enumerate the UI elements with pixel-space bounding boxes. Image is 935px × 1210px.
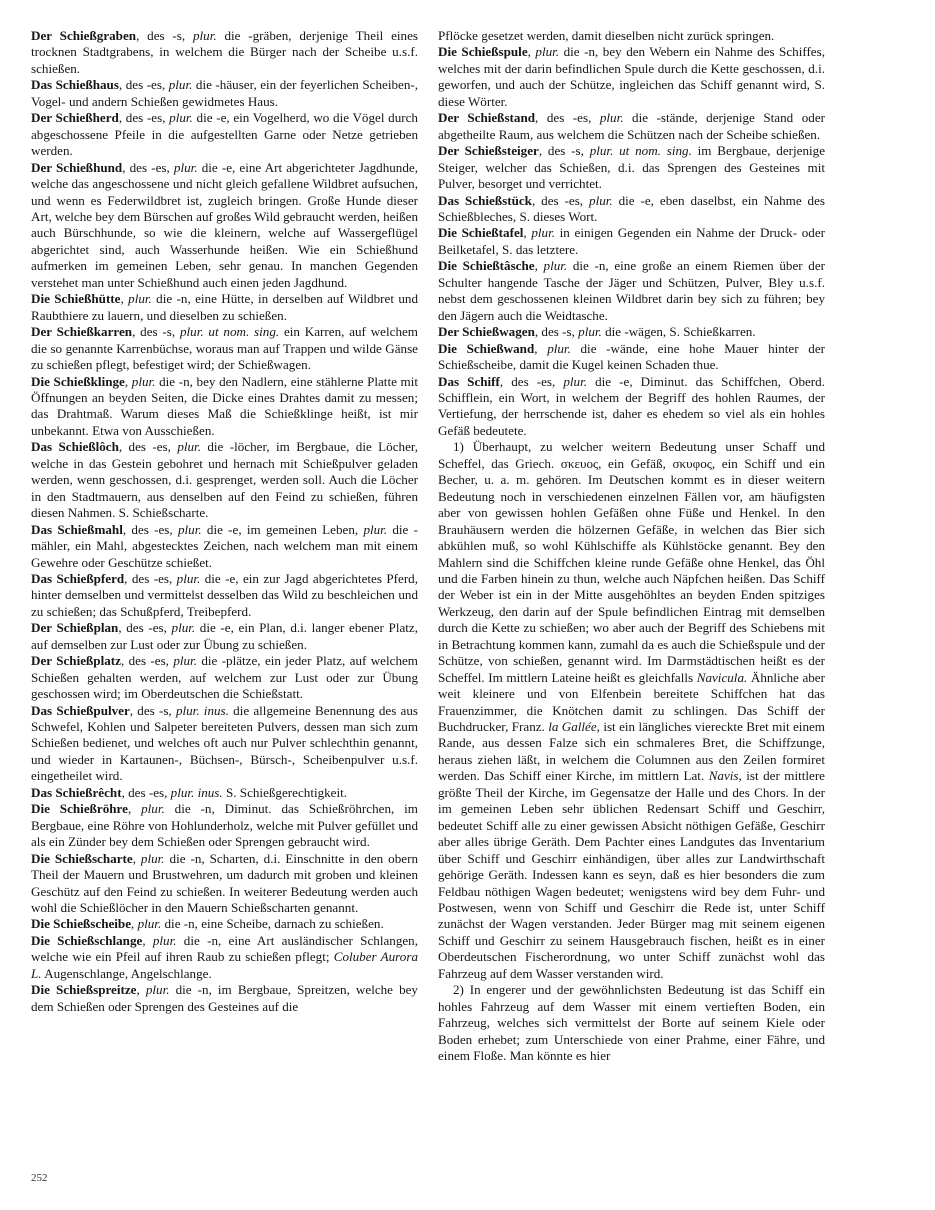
dictionary-entry	[31, 801, 418, 850]
entry-text: 1) Überhaupt, zu welcher weitern Bedeutung unser Schaff und Scheffel, das Griech. σκευος, ein Gefäß, σκυφος, ein Schiff und ein Becher, u. a. m. gehören. Im Deutschen kommt es in dieser weitern Bedeutung noch in verschiedenen einzelnen Fällen vor, am häufigsten aber von gewissen hohlen Gefäßen ohne Füße und Henkel. In den Brauhäusern werden die hölzernen Gefäße, in welchen das Bier sich abkühlen muß, so wohl Kühlschiffe als Kühlstöcke genannt. Bey den Mahlern sind die Schiffchen kleine runde Gefäße ohne Henkel, das Öhl und die Farben hinein zu thun, welche auch Näpfchen heißen. Das Schiff der Weber ist ein in der Mitte ausgehöhltes an beyden Enden spitziges Werkzeug, den darin auf der Spule befindlichen Eintrag mit demselben durch die Kette zu schießen; wo aber auch der Begriff des Schiebens mit in Betrachtung kommen kann, zumahl da es auch die Schießspule und der Schütze, von schießen, genannt wird. Im Darmstädtischen heißt es der Scheffel. Im mittlern Lateine heißt es gleichfalls	[438, 439, 825, 685]
italic-text: plur.	[169, 110, 193, 126]
entry-headword: Das Schießpulver	[31, 702, 130, 718]
entry-headword: Das Schiff	[438, 373, 500, 389]
entry-headword: Der Schießstand	[438, 110, 536, 126]
italic-text: plur.	[140, 850, 165, 866]
entry-headword: Der Schießplan	[31, 620, 119, 636]
italic-text: plur.	[176, 570, 201, 586]
italic-text: plur.	[137, 916, 162, 932]
italic-text: plur.	[531, 225, 555, 241]
dictionary-entry	[31, 653, 418, 702]
italic-text: plur.	[563, 373, 588, 389]
entry-text: ,	[124, 373, 132, 389]
entry-text: die -plätze, ein jeder Platz, auf welchem Schießen gehalten werden, auf welchem zur Lust oder zur Übung geschossen wird; im Oberdeutschen die Schießstatt.	[31, 653, 418, 702]
entry-headword: Der Schießwagen	[438, 324, 535, 340]
dictionary-entry	[31, 374, 418, 440]
dictionary-entry	[438, 324, 825, 340]
entry-text: ,	[120, 291, 129, 307]
dictionary-entry	[438, 44, 825, 110]
italic-text: plur.	[145, 982, 170, 998]
right-column	[438, 28, 825, 1065]
entry-text: , des -s,	[534, 324, 579, 340]
entry-text: die -löcher, im Bergbaue, die Löcher, welche in das Gestein gebohret und hernach mit Schießpulver geladen werden, wenn geschossen, d.i. gesprenget, werden soll. Auch die Löcher in den Stadtmauern, aus denselben auf den Feind zu schießen, führen diesen Nahmen. S. Schießscharte.	[31, 439, 418, 521]
entry-text: Ähnliche aber weit kleinere und von Elfenbein bereitete Schiffchen hat das Frauenzimmer, die Knötchen damit zu schlingen. Das Schiff der Buchdrucker, Franz.	[438, 669, 825, 735]
entry-text: die -wände, eine hohe Mauer hinter der Schießscheibe, damit die Kugel keinen Schaden thue.	[438, 340, 825, 373]
italic-text: plur. inus.	[175, 702, 229, 718]
entry-text: S. Schießgerechtigkeit.	[222, 784, 348, 800]
entry-text: , des -es,	[535, 110, 600, 126]
italic-text: plur.	[152, 932, 177, 948]
entry-text: ,	[523, 225, 532, 241]
italic-text: plur.	[173, 159, 198, 175]
entry-text: , des -es,	[120, 653, 174, 669]
entry-paragraph	[438, 439, 825, 982]
entry-text: ,	[142, 932, 153, 948]
dictionary-entry	[31, 439, 418, 521]
dictionary-entry	[438, 374, 825, 440]
entry-text: , des -es,	[499, 373, 564, 389]
italic-text: la Gallée,	[548, 719, 600, 735]
dictionary-entry	[31, 571, 418, 620]
italic-text: plur.	[173, 653, 197, 669]
entry-text: , des -es,	[531, 192, 590, 208]
entry-headword: Die Schießröhre	[31, 801, 128, 817]
entry-headword: Die Schießtâsche	[438, 258, 535, 274]
entry-headword: Die Schießscharte	[31, 850, 133, 866]
entry-text: , des -es,	[121, 784, 171, 800]
entry-headword: Das Schießstück	[438, 192, 532, 208]
italic-text: plur. inus.	[170, 784, 223, 800]
italic-text: plur.	[131, 373, 156, 389]
entry-text: die -n, eine Hütte, in derselben auf Wildbret und Raubthiere zu lauern, und dieselben zu schießen.	[31, 291, 418, 323]
dictionary-entry	[31, 620, 418, 653]
entry-headword: Die Schießschlange	[31, 932, 143, 948]
italic-text: plur.	[363, 521, 388, 537]
entry-headword: Das Schießrêcht	[31, 784, 122, 800]
italic-text: plur.	[141, 801, 165, 817]
entry-text: , des -es,	[118, 110, 170, 126]
entry-headword: Das Schießpferd	[31, 570, 125, 586]
entry-headword: Die Schießhütte	[31, 291, 121, 307]
entry-text: die -n, eine Scheibe, darnach zu schießen.	[161, 916, 384, 932]
entry-headword: Der Schießsteiger	[438, 143, 539, 159]
entry-text: , des -s,	[132, 324, 180, 340]
entry-text: die -n, Diminut. das Schießröhrchen, im Bergbaue, eine Röhre von Hohlunderholz, welche mit Pulver gefüllet und als ein Zünder bey dem Schießen oder Sprengen gebraucht wird.	[31, 801, 418, 850]
entry-text: ist der mittlere größte Theil der Kirche, im Gegensatze der Halle und des Chors. In der im gemeinen Leben sehr üblichen Redensart Schiff und Geschirr, bedeutet Schiff alle zu einer gewissen Absicht nöthigen Gefäße, Geschirr aber alles übrige Geräth. Dem Pachter eines Landgutes das Inventarium über Schiff und Geschirr einhändigen, über alles zur Landwirthschaft gehörige Geräth. Indessen kann es seyn, daß es hier besonders die zum Feldbau nöthigen Wagen bedeutet; wenigstens wird bey dem Fuhr- und Postwesen, wenn von Schiff und Geschirr die Rede ist, unter Schiff zunächst der Wagen verstanden. Jeder Bürger mag mit seinem eigenen Schiff und Geschirr zu seinem Hausgebrauch fischen, heißt es in einer Oberdeutschen Fischerordnung, wo unter Schiff zunächst wohl das Fahrzeug auf dem Wasser verstanden wird.	[438, 768, 825, 981]
italic-text: plur. ut nom. sing.	[589, 143, 692, 159]
italic-text: plur.	[171, 620, 196, 636]
entry-text: die -e, ein Plan, d.i. langer ebener Platz, auf demselben zur Lust oder zur Übung zu schießen.	[31, 620, 419, 652]
entry-text: Augenschlange, Angelschlange.	[41, 965, 212, 981]
entry-headword: Das Schießmahl	[31, 521, 123, 537]
dictionary-entry	[31, 28, 418, 77]
dictionary-entry	[31, 785, 418, 801]
italic-text: Coluber Aurora L.	[31, 949, 418, 981]
entry-text: , des -s,	[538, 143, 590, 159]
entry-headword: Das Schießlôch	[31, 439, 119, 455]
dictionary-entry	[31, 160, 418, 292]
dictionary-entry	[31, 703, 418, 785]
entry-text: ein Karren, auf welchem die so genannte Karrenbüchse, woraus man auf Trappen und wilde Gänse zu schießen pflegt, befestiget wird; der Schießwagen.	[31, 324, 418, 373]
dictionary-entry	[438, 110, 825, 143]
dictionary-entry	[438, 143, 825, 192]
entry-headword: Der Schießherd	[31, 110, 119, 126]
entry-headword: Die Schießwand	[438, 340, 535, 356]
entry-text: , des -s,	[136, 28, 193, 43]
dictionary-entry	[31, 324, 418, 373]
dictionary-entry	[31, 982, 418, 1015]
entry-paragraph	[438, 982, 825, 1064]
entry-text: ,	[132, 850, 141, 866]
dictionary-entry	[438, 193, 825, 226]
italic-text: Navicula.	[696, 669, 748, 685]
entry-text: ,	[131, 916, 138, 932]
dictionary-entry	[31, 110, 418, 159]
entry-text: ,	[534, 340, 548, 356]
entry-text: ,	[534, 258, 544, 274]
italic-text: plur.	[543, 258, 568, 274]
dictionary-entry	[31, 933, 418, 982]
entry-headword: Die Schießklinge	[31, 373, 125, 389]
entry-headword: Der Schießgraben	[31, 28, 137, 43]
entry-headword: Der Schießkarren	[31, 324, 133, 340]
entry-text: die -e, Diminut. das Schiffchen, Oberd. Schifflein, ein Wort, in welchem der Begriff des hohlen Raumes, der Vertiefung, der herrschende ist, daher es ehedem so viel als ein hohles Gefäß bedeutete.	[438, 373, 825, 438]
entry-headword: Der Schießplatz	[31, 653, 121, 669]
entry-text: die -e, im gemeinen Leben,	[201, 521, 364, 537]
italic-text: plur.	[128, 291, 152, 307]
entry-text: ,	[527, 44, 536, 60]
entry-text: die -e, eine Art abgerichteter Jagdhunde, welche das angeschossene und nicht gleich gefallene Wildbret aufsuchen, und wenn es Federwildbret ist, zugleich bringen. Große Hunde dieser Art, welche bey dem Bürschen auf großes Wild gebraucht werden, heißen auch Bürschhunde, so wie die kleinern, welche auf Wassergeflügel abgerichtet sind, auch Wasserhunde heißen. Wie ein Schießhund aufmerken im gemeinen Leben, sehr genau. In manchen Gegenden verstehet man unter Schießhund auch einen jeden Jagdhund.	[31, 159, 418, 290]
dictionary-entry	[438, 341, 825, 374]
entry-text: die -e, ein zur Jagd abgerichtetes Pferd, hinter demselben und vermittelst desselben das Wild zu beschleichen und zu schießen; das Schußpferd, Treibepferd.	[31, 570, 419, 619]
entry-text: , des -es,	[122, 521, 178, 537]
entry-text: die -n, im Bergbaue, Spreitzen, welche bey dem Schießen oder Sprengen des Gesteines auf die	[31, 982, 418, 1014]
italic-text: plur.	[535, 44, 560, 60]
entry-text: die -n, bey den Nadlern, eine stählerne Platte mit Öffnungen an beyden Seiten, die Dicke eines Drahtes damit zu messen; das Drahtmaß. Warum dieses Maß die Schießklinge heißt, ist mir unbekannt. Etwa von Ausschießen.	[31, 373, 418, 438]
entry-text: die -n, eine Art ausländischer Schlangen, welche wie ein Pfeil auf ihren Raub zu schießen pflegt;	[31, 932, 419, 965]
entry-text: , des -s,	[129, 702, 176, 718]
entry-text: im Bergbaue, derjenige Steiger, welcher das Schießen, d.i. das Sprengen des Gesteines mit Pulver, besorget und verrichtet.	[438, 143, 825, 192]
entry-headword: Die Schießspreitze	[31, 982, 137, 998]
entry-text: , des -es,	[118, 439, 178, 455]
entry-paragraph	[438, 28, 825, 44]
italic-text: plur.	[578, 324, 602, 340]
entry-headword: Die Schießscheibe	[31, 916, 132, 932]
entry-text: die -gräben, derjenige Theil eines trocknen Stadtgrabens, in welchem die Bürger nach der Scheibe u.s.f. schießen.	[31, 28, 418, 76]
italic-text: plur.	[192, 28, 217, 43]
entry-text: die -häuser, ein der feyerlichen Scheiben-, Vogel- und andern Schießen gewidmetes Haus.	[31, 77, 418, 109]
italic-text: plur. ut nom. sing.	[179, 324, 280, 340]
entry-text: Pflöcke gesetzet werden, damit dieselben nicht zurück springen.	[438, 28, 775, 43]
dictionary-entry	[438, 258, 825, 324]
left-column	[31, 28, 418, 1015]
entry-headword: Das Schießhaus	[31, 77, 119, 93]
italic-text: Navis,	[708, 768, 742, 784]
dictionary-entry	[438, 225, 825, 258]
italic-text: plur.	[168, 77, 193, 93]
entry-text: ist ein längliches viereckte Bret mit einem Rande, aus dessen Falze sich ein schmaleres Bret, die Schiffzunge, heraus ziehen läßt, in welchem die Columnen aus den Zeilen formiret werden. Das Schiff einer Kirche, im mittlern Lat.	[438, 719, 825, 784]
entry-text: ,	[136, 982, 146, 998]
entry-text: die -wägen, S. Schießkarren.	[601, 324, 756, 340]
italic-text: plur.	[547, 340, 571, 356]
dictionary-entry	[31, 77, 418, 110]
entry-text: ,	[127, 801, 142, 817]
dictionary-entry	[31, 851, 418, 917]
entry-text: die -n, eine große an einem Riemen über der Schulter hangende Tasche der Jäger und Schützen, Pulver, Bley u.s.f. nebst dem geschossenen kleinen Wildbret darin bey sich zu führen; bey den Jägern auch die Weidtasche.	[438, 258, 825, 323]
italic-text: plur.	[177, 439, 201, 455]
italic-text: plur.	[177, 521, 202, 537]
italic-text: plur.	[599, 110, 624, 126]
dictionary-entry	[31, 916, 418, 932]
entry-text: die -mähler, ein Mahl, abgestecktes Zeichen, nach welchem man mit einem Gewehre oder Geschütze schießet.	[31, 521, 419, 570]
entry-text: , des -es,	[122, 159, 174, 175]
entry-text: , des -es,	[118, 77, 169, 93]
entry-text: die -e, eben daselbst, ein Nahme des Schießbleches, S. dieses Wort.	[438, 192, 826, 224]
dictionary-entry	[31, 291, 418, 324]
entry-text: in einigen Gegenden ein Nahme der Druck- oder Beilketafel, S. das letztere.	[438, 225, 825, 257]
entry-text: die -stände, derjenige Stand oder abgetheilte Raum, aus welchem die Schützen nach der Scheibe schießen.	[438, 110, 825, 142]
page-number: 252	[31, 1172, 48, 1184]
entry-headword: Der Schießhund	[31, 159, 123, 175]
dictionary-entry	[31, 522, 418, 571]
italic-text: plur.	[589, 192, 613, 208]
entry-text: , des -es,	[118, 620, 172, 636]
entry-text: die -n, bey den Webern ein Nahme des Schiffes, welches mit der darin befindlichen Spule durch die Kette geschossen, d.i. geworfen, und auch der Schütze, ingleichen das Schiff genannt wird, S. diese Wörter.	[438, 44, 825, 109]
entry-text: die allgemeine Benennung des aus Schwefel, Kohlen und Salpeter bereiteten Pulvers, dessen man sich zum Schießen bedienet, und welches oft auch nur Pulver schlechthin genannt, und wieder in Kartaunen-, Büchsen-, Bürsch-, Scheibenpulver u.s.f. eingetheilet wird.	[31, 702, 419, 784]
entry-text: die -n, Scharten, d.i. Einschnitte in den obern Theil der Mauern und Brustwehren, um dadurch mit groben und kleinen Geschütz auf den Feind zu schießen. In weiterer Bedeutung werden auch wohl die Schießlöcher in den Mauern Schießscharten genannt.	[31, 850, 418, 916]
entry-headword: Die Schießtafel	[438, 225, 524, 241]
entry-text: 2) In engerer und der gewöhnlichsten Bedeutung ist das Schiff ein hohles Fahrzeug auf dem Wasser mit einem vertieften Boden, ein Fahrzeug, welches sich vermittelst der Borte auf seinem Kiele oder Boden erhebet; zum Unterschiede von einer Prahme, einer Fähre, und einem Floße. Man könnte es hier	[438, 982, 825, 1064]
entry-text: die -e, ein Vogelherd, wo die Vögel durch abgeschossene Pfeile in die aufgestellten Garne oder Netze getrieben werden.	[31, 110, 418, 159]
entry-headword: Die Schießspule	[438, 44, 528, 60]
entry-text: , des -es,	[124, 570, 177, 586]
